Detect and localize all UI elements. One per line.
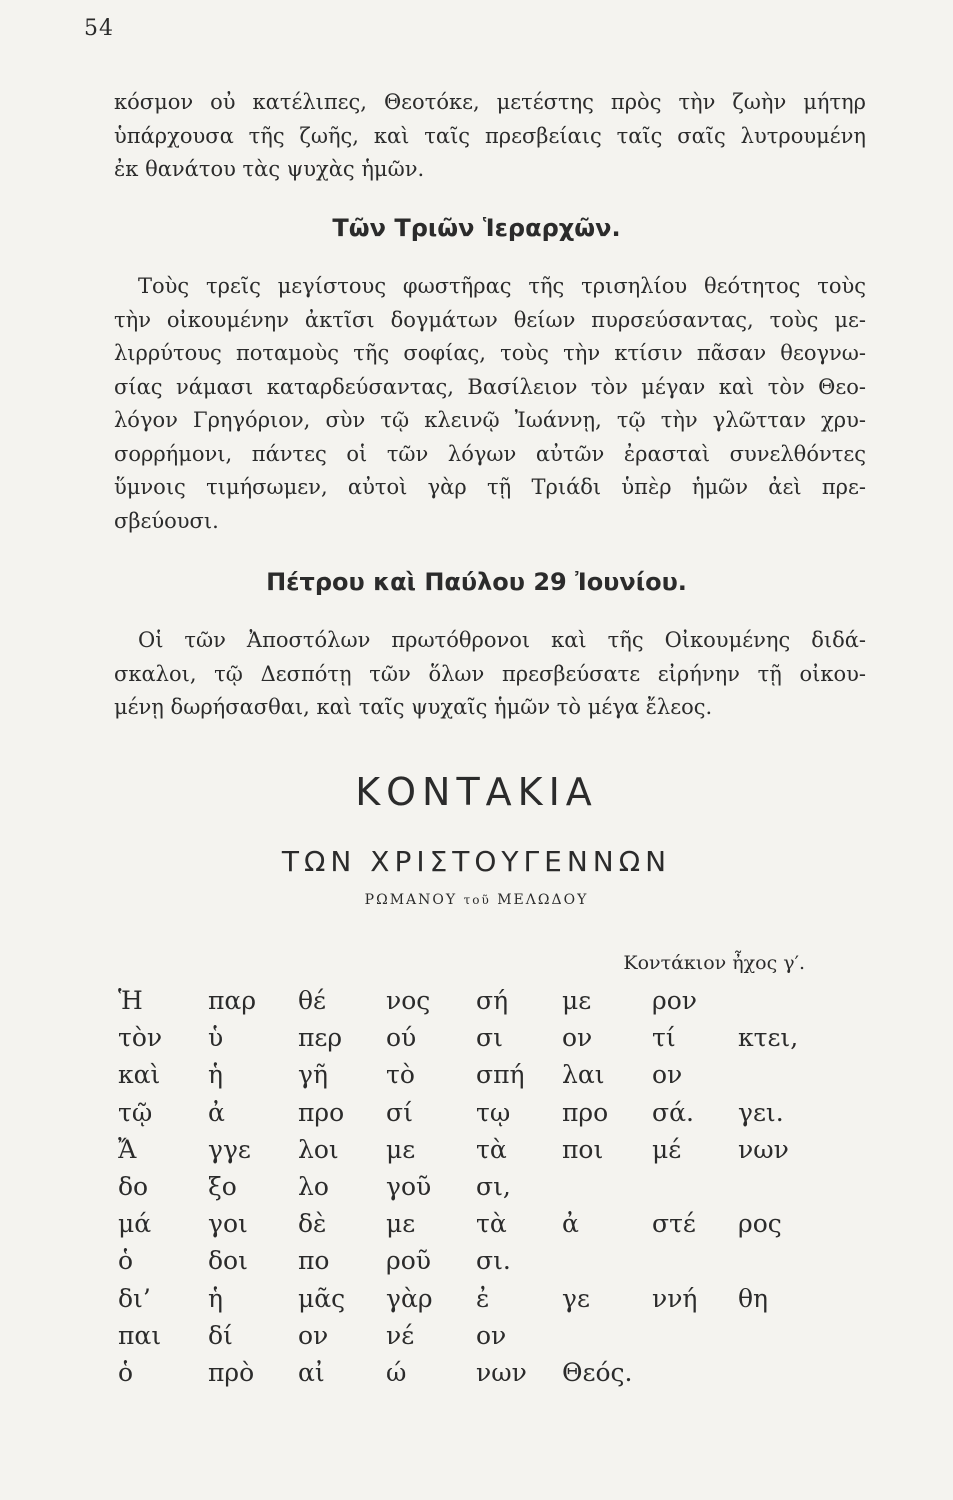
syllable-cell xyxy=(652,1321,738,1358)
syllable-cell: αἰ xyxy=(298,1357,325,1387)
syllable-cell xyxy=(562,1321,652,1358)
syllable-cell: ννή xyxy=(652,1283,698,1313)
syllable-row xyxy=(118,1358,818,1395)
syllable-row xyxy=(118,1172,818,1209)
syllable-row xyxy=(118,1060,818,1097)
text-line: μένῃ δωρήσασθαι, καὶ ταῖς ψυχαῖς ἡμῶν τὸ μέγα ἔλεος. xyxy=(114,695,713,719)
syllable-cell: ἀ xyxy=(208,1097,225,1127)
syllable-cell: τῳ xyxy=(476,1097,511,1127)
syllable-cell: ποι xyxy=(562,1134,604,1164)
text-line: σορρήμονι, πάντες οἱ τῶν λόγων αὐτῶν ἐρασταὶ συνελθόντες xyxy=(114,441,866,466)
syllable-cell: Ἡ xyxy=(118,986,143,1015)
syllable-cell: σι. xyxy=(476,1246,511,1276)
syllable-row xyxy=(118,1098,818,1135)
syllable-cell: ἀ xyxy=(562,1209,579,1239)
syllable-cell: δί xyxy=(208,1320,233,1350)
syllable-cell: ώ xyxy=(386,1357,407,1387)
syllable-row xyxy=(118,1246,818,1283)
syllable-cell: σί xyxy=(386,1097,413,1127)
syllable-cell: μᾶς xyxy=(298,1283,346,1313)
syllable-cell: ον xyxy=(652,1060,683,1090)
syllable-cell: γοῦ xyxy=(386,1171,432,1201)
text-line: τὴν οἰκουμένην ἀκτῖσι δογμάτων θείων πυρσεύσαντας, τοὺς με- xyxy=(114,307,866,332)
syllable-cell: τὰ xyxy=(476,1209,507,1239)
syllable-cell: καὶ xyxy=(118,1060,161,1090)
author-epithet: ΜΕΛΩΔΟΥ xyxy=(497,892,589,908)
text-line: σβεύουσι. xyxy=(114,508,219,533)
syllable-cell: λο xyxy=(298,1171,329,1201)
syllable-cell: γῆ xyxy=(298,1060,328,1090)
syllable-cell: δὲ xyxy=(298,1209,327,1239)
syllable-cell: ὑ xyxy=(208,1023,224,1053)
syllable-cell: ροῦ xyxy=(386,1246,431,1276)
syllable-cell: νος xyxy=(386,986,431,1015)
syllable-cell: σι, xyxy=(476,1171,511,1201)
syllable-cell: μέ xyxy=(652,1134,682,1164)
text-line: λιρρύτους ποταμοὺς τῆς σοφίας, τοὺς τὴν κτίσιν πᾶσαν θεογνω- xyxy=(114,341,866,365)
syllable-cell: ἡ xyxy=(208,1283,223,1313)
author-article: τοῦ xyxy=(463,893,491,907)
syllable-cell xyxy=(652,1358,738,1395)
apostles-paragraph xyxy=(114,624,866,725)
page-number: 54 xyxy=(84,16,114,41)
kontakia-title: ΚΟΝΤΑΚΙΑ xyxy=(355,770,598,814)
syllable-cell: Θεός. xyxy=(562,1357,633,1387)
text-line: ἐκ θανάτου τὰς ψυχὰς ἡμῶν. xyxy=(114,157,425,181)
syllable-cell: ον xyxy=(298,1320,329,1350)
syllable-row xyxy=(118,986,818,1023)
syllable-cell xyxy=(652,1172,738,1209)
syllable-cell: παι xyxy=(118,1320,162,1350)
syllable-cell: σά. xyxy=(652,1097,694,1127)
hierarchs-heading: Τῶν Τριῶν Ἱεραρχῶν. xyxy=(332,214,621,242)
syllable-cell: ον xyxy=(562,1023,593,1053)
text-line: λόγον Γρηγόριον, σὺν τῷ κλεινῷ Ἰωάννῃ, τῷ τὴν γλῶτταν χρυ- xyxy=(114,408,866,432)
syllable-cell: ἐ xyxy=(476,1283,490,1313)
syllable-cell xyxy=(738,1246,818,1283)
syllable-cell xyxy=(652,1246,738,1283)
syllable-cell: ού xyxy=(386,1023,417,1053)
syllable-cell: περ xyxy=(298,1023,343,1053)
syllable-cell: προ xyxy=(298,1097,345,1127)
syllable-cell: ρον xyxy=(652,986,697,1015)
syllable-cell: γγε xyxy=(208,1134,251,1164)
syllable-cell: γοι xyxy=(208,1209,248,1239)
text-line: σκαλοι, τῷ Δεσπότῃ τῶν ὅλων πρεσβεύσατε εἰρήνην τῇ οἰκου- xyxy=(114,661,866,686)
syllable-row xyxy=(118,1321,818,1358)
syllable-cell: ρος xyxy=(738,1209,782,1239)
text-line: ὑπάρχουσα τῆς ζωῆς, καὶ ταῖς πρεσβείαις ταῖς σαῖς λυτρουμένη xyxy=(114,123,866,148)
syllable-cell: νέ xyxy=(386,1320,415,1350)
syllable-cell: γε xyxy=(562,1283,590,1313)
syllable-cell: σι xyxy=(476,1023,503,1053)
syllable-cell: πο xyxy=(298,1246,330,1276)
syllable-row xyxy=(118,1135,818,1172)
syllable-cell xyxy=(562,1246,652,1283)
kontakion-syllable-table xyxy=(118,986,818,1395)
syllable-cell: τὰ xyxy=(476,1134,507,1164)
syllable-cell: γει. xyxy=(738,1097,784,1127)
syllable-cell: με xyxy=(386,1209,416,1239)
syllable-cell xyxy=(562,1172,652,1209)
syllable-cell: δοι xyxy=(208,1246,248,1276)
syllable-cell: παρ xyxy=(208,986,257,1015)
syllable-cell: τί xyxy=(652,1023,676,1053)
syllable-cell: σή xyxy=(476,986,509,1015)
syllable-row xyxy=(118,1023,818,1060)
syllable-cell: προ xyxy=(562,1097,609,1127)
syllable-cell: κτει, xyxy=(738,1023,799,1053)
text-line: κόσμον οὐ κατέλιπες, Θεοτόκε, μετέστης πρὸς τὴν ζωὴν μήτηρ xyxy=(114,90,866,114)
intro-paragraph xyxy=(114,86,866,187)
text-line: Οἱ τῶν Ἀποστόλων πρωτόθρονοι καὶ τῆς Οἰκουμένης διδά- xyxy=(138,628,866,652)
hierarchs-paragraph xyxy=(114,270,866,538)
syllable-cell: δο xyxy=(118,1171,149,1201)
syllable-cell: με xyxy=(562,986,592,1015)
syllable-cell: σπή xyxy=(476,1060,525,1090)
syllable-cell: τὸν xyxy=(118,1023,163,1053)
syllable-cell: γὰρ xyxy=(386,1283,433,1313)
syllable-cell: νων xyxy=(738,1134,789,1164)
author-name: ΡΩΜΑΝΟΥ xyxy=(364,892,458,908)
syllable-table-body xyxy=(118,986,818,1395)
syllable-cell xyxy=(738,1060,818,1097)
syllable-cell xyxy=(738,986,818,1023)
syllable-cell: ον xyxy=(476,1320,507,1350)
apostles-heading: Πέτρου καὶ Παύλου 29 Ἰουνίου. xyxy=(266,568,687,596)
syllable-row xyxy=(118,1284,818,1321)
kontakia-subtitle: ΤΩΝ ΧΡΙΣΤΟΥΓΕΝΝΩΝ xyxy=(281,845,672,878)
syllable-row xyxy=(118,1209,818,1246)
syllable-cell xyxy=(738,1321,818,1358)
syllable-cell: στέ xyxy=(652,1209,696,1239)
text-line: σίας νάμασι καταρδεύσαντας, Βασίλειον τὸν μέγαν καὶ τὸν Θεο- xyxy=(114,374,866,399)
text-line: ὕμνοις τιμήσωμεν, αὐτοὶ γὰρ τῇ Τριάδι ὑπὲρ ἡμῶν ἀεὶ πρε- xyxy=(114,475,866,499)
syllable-cell: λαι xyxy=(562,1060,605,1090)
syllable-cell: ξο xyxy=(208,1171,237,1201)
syllable-cell: τὸ xyxy=(386,1060,415,1090)
syllable-cell: λοι xyxy=(298,1134,339,1164)
syllable-cell xyxy=(738,1358,818,1395)
syllable-cell: ὁ xyxy=(118,1357,134,1387)
syllable-cell: θέ xyxy=(298,986,327,1015)
syllable-cell: ὁ xyxy=(118,1246,134,1276)
syllable-cell: νων xyxy=(476,1357,527,1387)
syllable-cell: πρὸ xyxy=(208,1357,255,1387)
syllable-cell: Ἄ xyxy=(118,1134,137,1164)
syllable-cell: δι’ xyxy=(118,1283,151,1313)
text-line: Τοὺς τρεῖς μεγίστους φωστῆρας τῆς τρισηλίου θεότητος τοὺς xyxy=(138,274,866,298)
syllable-cell: θη xyxy=(738,1283,769,1313)
syllable-cell xyxy=(738,1172,818,1209)
syllable-cell: ἡ xyxy=(208,1060,223,1090)
kontakion-tone: Κοντάκιον ἦχος γ′. xyxy=(623,952,805,974)
syllable-cell: μά xyxy=(118,1209,152,1239)
syllable-cell: με xyxy=(386,1134,416,1164)
author-line xyxy=(0,892,953,908)
syllable-cell: τῷ xyxy=(118,1097,153,1127)
